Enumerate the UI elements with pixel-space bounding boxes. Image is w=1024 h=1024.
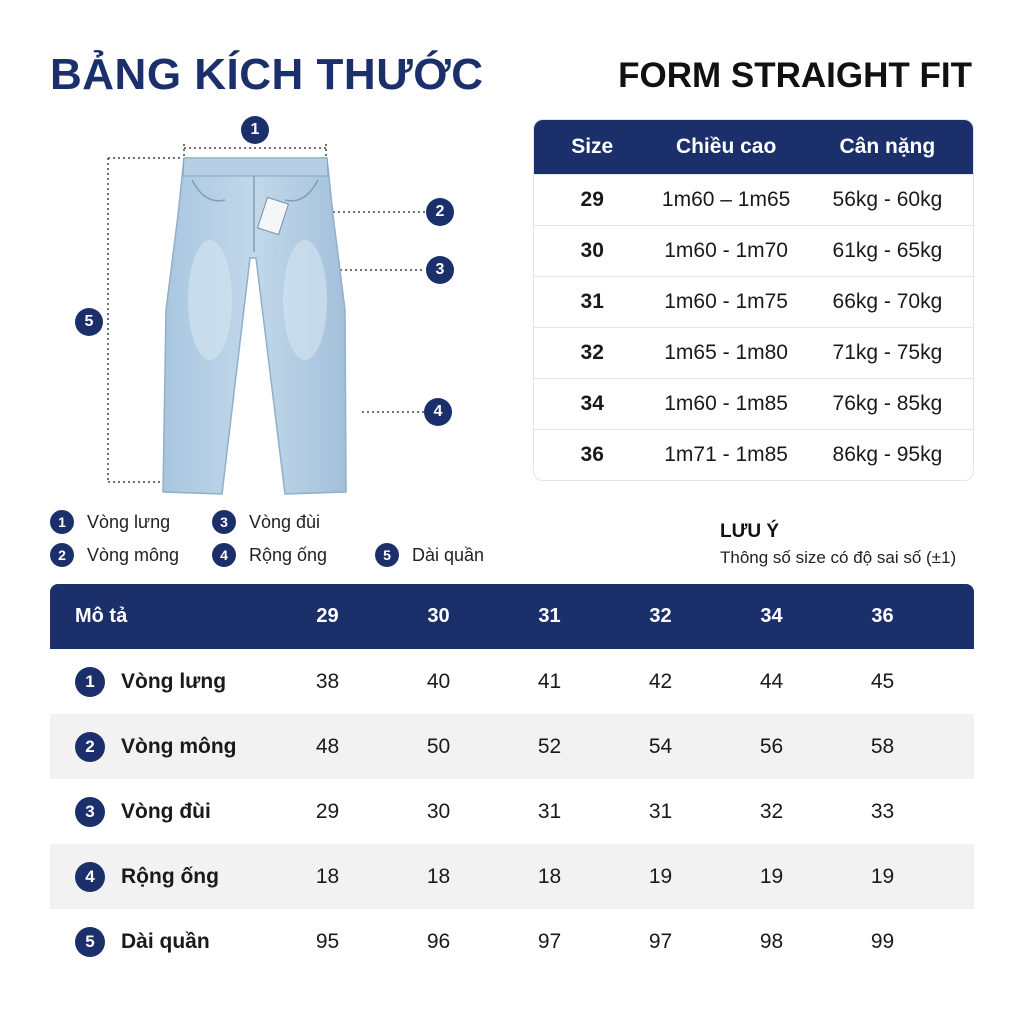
legend-marker: 4	[212, 543, 236, 567]
value-cell: 19	[648, 864, 673, 888]
value-cell: 18	[426, 864, 451, 888]
value-cell: 45	[870, 669, 895, 693]
legend-marker: 3	[212, 510, 236, 534]
marker-2: 2	[426, 198, 454, 226]
value-cell: 31	[648, 799, 673, 823]
legend-marker: 2	[50, 543, 74, 567]
marker-3: 3	[426, 256, 454, 284]
height-cell: 1m65 - 1m80	[664, 341, 788, 364]
table-row	[50, 649, 974, 714]
value-cell: 48	[315, 734, 340, 758]
row-marker: 1	[75, 667, 105, 697]
legend-label: Dài quần	[412, 544, 485, 565]
size-table-header	[534, 120, 973, 174]
row-label-text: Vòng mông	[121, 734, 237, 758]
header-weight: Cân nặng	[839, 135, 936, 158]
legend-label: Vòng mông	[87, 544, 180, 565]
value-cell: 54	[648, 734, 673, 758]
height-cell: 1m60 - 1m70	[664, 239, 788, 262]
row-marker: 3	[75, 797, 105, 827]
row-marker: 4	[75, 862, 105, 892]
marker-5: 5	[75, 308, 103, 336]
value-cell: 41	[537, 669, 562, 693]
weight-cell: 71kg - 75kg	[832, 341, 943, 364]
table-row	[50, 909, 974, 974]
weight-cell: 56kg - 60kg	[832, 188, 943, 211]
value-cell: 98	[759, 929, 784, 953]
header-size-31: 31	[538, 605, 561, 627]
weight-cell: 66kg - 70kg	[832, 290, 943, 313]
weight-cell: 76kg - 85kg	[832, 392, 943, 415]
height-cell: 1m60 - 1m75	[664, 290, 788, 313]
size-cell: 36	[580, 443, 604, 466]
value-cell: 52	[537, 734, 562, 758]
header-size-32: 32	[649, 605, 672, 627]
value-cell: 99	[870, 929, 895, 953]
value-cell: 95	[315, 929, 340, 953]
value-cell: 40	[426, 669, 451, 693]
legend-label: Rộng ống	[249, 544, 328, 565]
legend-label: Vòng lưng	[87, 511, 171, 532]
value-cell: 97	[537, 929, 562, 953]
weight-cell: 86kg - 95kg	[832, 443, 943, 466]
value-cell: 96	[426, 929, 451, 953]
row-label-text: Dài quần	[121, 929, 210, 953]
header-size-34: 34	[760, 605, 783, 627]
header-size-36: 36	[871, 605, 894, 627]
table-row	[534, 225, 973, 276]
table-row	[50, 779, 974, 844]
legend-item-hip	[50, 543, 179, 567]
page-title: BẢNG KÍCH THƯỚC	[50, 50, 484, 99]
value-cell: 56	[759, 734, 784, 758]
legend-item-leg-opening	[212, 543, 327, 567]
legend-marker: 5	[375, 543, 399, 567]
value-cell: 44	[759, 669, 784, 693]
legend-item-length	[375, 543, 484, 567]
row-label-text: Vòng lưng	[121, 669, 227, 693]
weight-cell: 61kg - 65kg	[832, 239, 943, 262]
table-row	[534, 174, 973, 225]
row-marker: 5	[75, 927, 105, 957]
table-row	[534, 276, 973, 327]
legend-item-waist	[50, 510, 170, 534]
value-cell: 50	[426, 734, 451, 758]
size-chart-table	[533, 119, 974, 481]
marker-1: 1	[241, 116, 269, 144]
table-row	[50, 844, 974, 909]
table-row	[534, 429, 973, 480]
legend-marker: 1	[50, 510, 74, 534]
value-cell: 29	[315, 799, 340, 823]
note-title: LƯU Ý	[720, 521, 780, 542]
header-size: Size	[571, 135, 614, 158]
value-cell: 32	[759, 799, 784, 823]
value-cell: 58	[870, 734, 895, 758]
legend-item-thigh	[212, 510, 320, 534]
table-row	[50, 714, 974, 779]
measurement-table-header	[50, 584, 974, 649]
row-label-text: Vòng đùi	[121, 799, 211, 823]
header-height: Chiều cao	[675, 135, 777, 158]
value-cell: 18	[537, 864, 562, 888]
value-cell: 19	[870, 864, 895, 888]
header-description: Mô tả	[75, 605, 128, 627]
table-row	[534, 378, 973, 429]
height-cell: 1m60 - 1m85	[664, 392, 788, 415]
size-cell: 29	[580, 188, 604, 211]
jeans-illustration	[0, 0, 520, 510]
table-row	[534, 327, 973, 378]
note-text: Thông số size có độ sai số (±1)	[720, 548, 957, 567]
size-cell: 31	[580, 290, 604, 313]
row-marker: 2	[75, 732, 105, 762]
value-cell: 30	[426, 799, 451, 823]
marker-4: 4	[424, 398, 452, 426]
row-label	[50, 797, 272, 827]
measurement-table	[50, 584, 974, 974]
size-cell: 34	[580, 392, 604, 415]
row-label	[50, 862, 272, 892]
jeans-diagram	[0, 0, 520, 510]
fit-title: FORM STRAIGHT FIT	[618, 56, 972, 95]
legend-label: Vòng đùi	[249, 511, 321, 532]
row-label-text: Rộng ống	[121, 864, 219, 888]
value-cell: 97	[648, 929, 673, 953]
size-cell: 30	[580, 239, 604, 262]
value-cell: 19	[759, 864, 784, 888]
value-cell: 31	[537, 799, 562, 823]
row-label	[50, 927, 272, 957]
size-cell: 32	[580, 341, 604, 364]
row-label	[50, 667, 272, 697]
value-cell: 42	[648, 669, 673, 693]
value-cell: 18	[315, 864, 340, 888]
height-cell: 1m71 - 1m85	[664, 443, 788, 466]
header-size-29: 29	[316, 605, 339, 627]
value-cell: 38	[315, 669, 340, 693]
height-cell: 1m60 – 1m65	[661, 188, 791, 211]
row-label	[50, 732, 272, 762]
value-cell: 33	[870, 799, 895, 823]
header-size-30: 30	[427, 605, 450, 627]
